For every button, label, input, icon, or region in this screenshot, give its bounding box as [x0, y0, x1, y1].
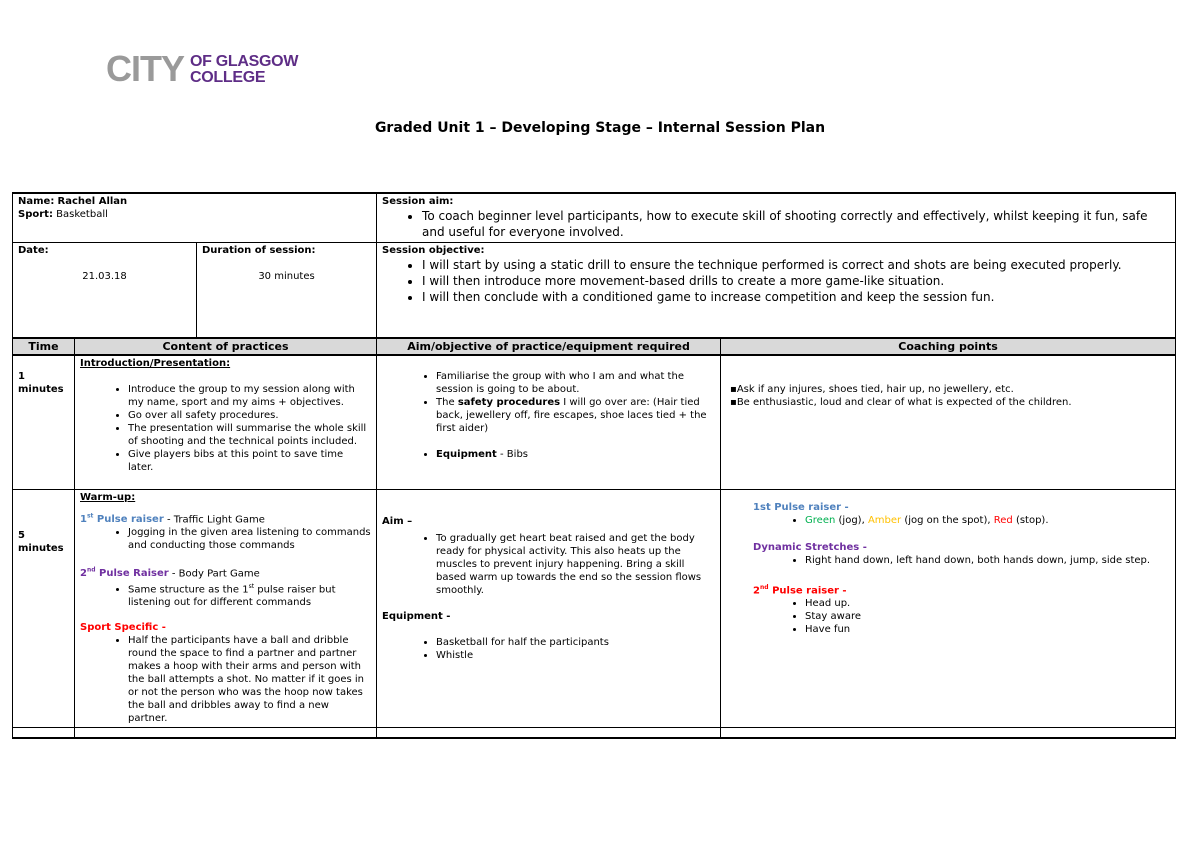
logo-city: CITY: [106, 48, 185, 89]
empty-cell: [13, 727, 75, 738]
logo-text: [190, 54, 298, 86]
coaching-pulse-raiser-2-item: • Stay aware: [805, 610, 1170, 623]
sport-specific-label: Sport Specific -: [80, 622, 166, 634]
intro-content-item: • Introduce the group to my session along with my name, sport and my aims + objectives.: [128, 383, 371, 409]
coaching-traffic-light-item: • Green (jog), Amber (jog on the spot), Red (stop).: [805, 514, 1170, 527]
coaching-pulse-raiser-2-label: 2nd Pulse raiser -: [753, 583, 847, 596]
session-aim-label: Session aim:: [382, 196, 454, 207]
header-coaching: Coaching points: [721, 338, 1176, 355]
warmup-aim-item: • To gradually get heart beat raised and get the body ready for physical activity. This also heats up the muscles to prevent injury happening. Bring a skill based warm up towards the end so the session flows smoothly.: [436, 532, 715, 597]
intro-aim-item: • Familiarise the group with who I am and what the session is going to be about.: [436, 370, 715, 396]
intro-coaching-point: ▪ Be enthusiastic, loud and clear of what is expected of the children.: [730, 396, 1170, 409]
info-row-2: [13, 242, 1176, 338]
empty-cell: [75, 727, 377, 738]
warmup-coaching-cell: [721, 489, 1176, 727]
name-value: Rachel Allan: [57, 196, 128, 207]
intro-content-item: • Give players bibs at this point to save time later.: [128, 448, 371, 474]
warmup-equipment-label: Equipment -: [382, 610, 451, 622]
duration-value: 30 minutes: [258, 270, 315, 282]
empty-cell: [377, 727, 721, 738]
date-value: 21.03.18: [82, 270, 127, 282]
name-label: Name:: [18, 196, 55, 207]
coaching-dynamic-stretches-label: Dynamic Stretches -: [753, 541, 867, 553]
warmup-row: [13, 489, 1176, 727]
warmup-time-value: 5 minutes: [18, 529, 64, 554]
page-title: Graded Unit 1 – Developing Stage – Internal Session Plan: [374, 120, 826, 136]
date-cell: [13, 242, 197, 338]
intro-aim-cell: [377, 355, 721, 489]
intro-row: [13, 355, 1176, 489]
pulse-raiser-2-title: - Body Part Game: [171, 568, 260, 580]
pulse-raiser-1-item: • Jogging in the given area listening to commands and conducting those commands: [128, 526, 371, 552]
header-content: Content of practices: [75, 338, 377, 355]
intro-coaching-cell: [721, 355, 1176, 489]
objective-item: • I will then conclude with a conditioned game to increase competition and keep the session fun.: [422, 289, 1170, 305]
objective-label: Session objective:: [382, 244, 485, 256]
session-plan-table: [12, 192, 1176, 739]
duration-cell: [197, 242, 377, 338]
college-logo: [106, 48, 299, 89]
intro-content-item: • Go over all safety procedures.: [128, 409, 371, 422]
coaching-dynamic-stretches-item: • Right hand down, left hand down, both hands down, jump, side step.: [805, 554, 1170, 567]
name-sport-cell: [13, 193, 377, 242]
warmup-aim-cell: [377, 489, 721, 727]
duration-label: Duration of session:: [202, 244, 316, 256]
empty-row: [13, 727, 1176, 738]
objective-item: • I will start by using a static drill to ensure the technique performed is correct and shots are being executed properly.: [422, 257, 1170, 273]
sport-label: Sport:: [18, 209, 53, 220]
empty-cell: [721, 727, 1176, 738]
info-row-1: [13, 193, 1176, 242]
logo-line-2: COLLEGE: [190, 69, 266, 86]
header-time: Time: [13, 338, 75, 355]
coaching-pulse-raiser-1-label: 1st Pulse raiser -: [753, 501, 849, 513]
logo-line-1: OF GLASGOW: [190, 53, 299, 70]
sport-value: Basketball: [56, 209, 108, 220]
intro-content-cell: [75, 355, 377, 489]
intro-time: [13, 355, 75, 489]
coaching-pulse-raiser-2-item: • Head up.: [805, 597, 1170, 610]
pulse-raiser-2-item: • Same structure as the 1st pulse raiser but listening out for different commands: [128, 580, 371, 609]
sport-specific-item: • Half the participants have a ball and dribble round the space to find a partner and partner makes a hoop with their arms and person with the ball attempts a shot. No matter if it goes in or not the person who was the hoop now takes the ball and dribbles away to find a new partner.: [128, 634, 371, 725]
intro-aim-item: • The safety procedures I will go over are: (Hair tied back, jewellery off, fire escapes, shoe laces tied + the first aider): [436, 396, 715, 435]
session-aim-cell: [377, 193, 1176, 242]
pulse-raiser-1-label: 1st Pulse raiser: [80, 512, 164, 525]
pulse-raiser-2-label: 2nd Pulse Raiser: [80, 566, 169, 580]
intro-time-value: 1 minutes: [18, 371, 64, 395]
intro-coaching-point: ▪ Ask if any injures, shoes tied, hair up, no jewellery, etc.: [730, 383, 1170, 396]
intro-equipment: • Equipment - Bibs: [436, 448, 715, 461]
intro-content-item: • The presentation will summarise the whole skill of shooting and the technical points included.: [128, 422, 371, 448]
header-aim: Aim/objective of practice/equipment required: [377, 338, 721, 355]
objective-item: • I will then introduce more movement-based drills to create a more game-like situation.: [422, 273, 1170, 289]
pulse-raiser-1-title: - Traffic Light Game: [166, 513, 265, 525]
warmup-time: [13, 489, 75, 727]
session-objective-cell: [377, 242, 1176, 338]
date-label: Date:: [18, 244, 49, 256]
warmup-equipment-item: • Whistle: [436, 649, 715, 662]
warmup-content-cell: [75, 489, 377, 727]
intro-heading: Introduction/Presentation:: [80, 358, 231, 369]
warmup-equipment-item: • Basketball for half the participants: [436, 636, 715, 649]
column-header-row: [13, 338, 1176, 355]
warmup-aim-label: Aim –: [382, 515, 413, 527]
warmup-heading: Warm-up:: [80, 491, 136, 503]
session-aim-text: • To coach beginner level participants, how to execute skill of shooting correctly and effectively, whilst keeping it fun, safe and useful for everyone involved.: [422, 208, 1170, 240]
coaching-pulse-raiser-2-item: • Have fun: [805, 623, 1170, 636]
